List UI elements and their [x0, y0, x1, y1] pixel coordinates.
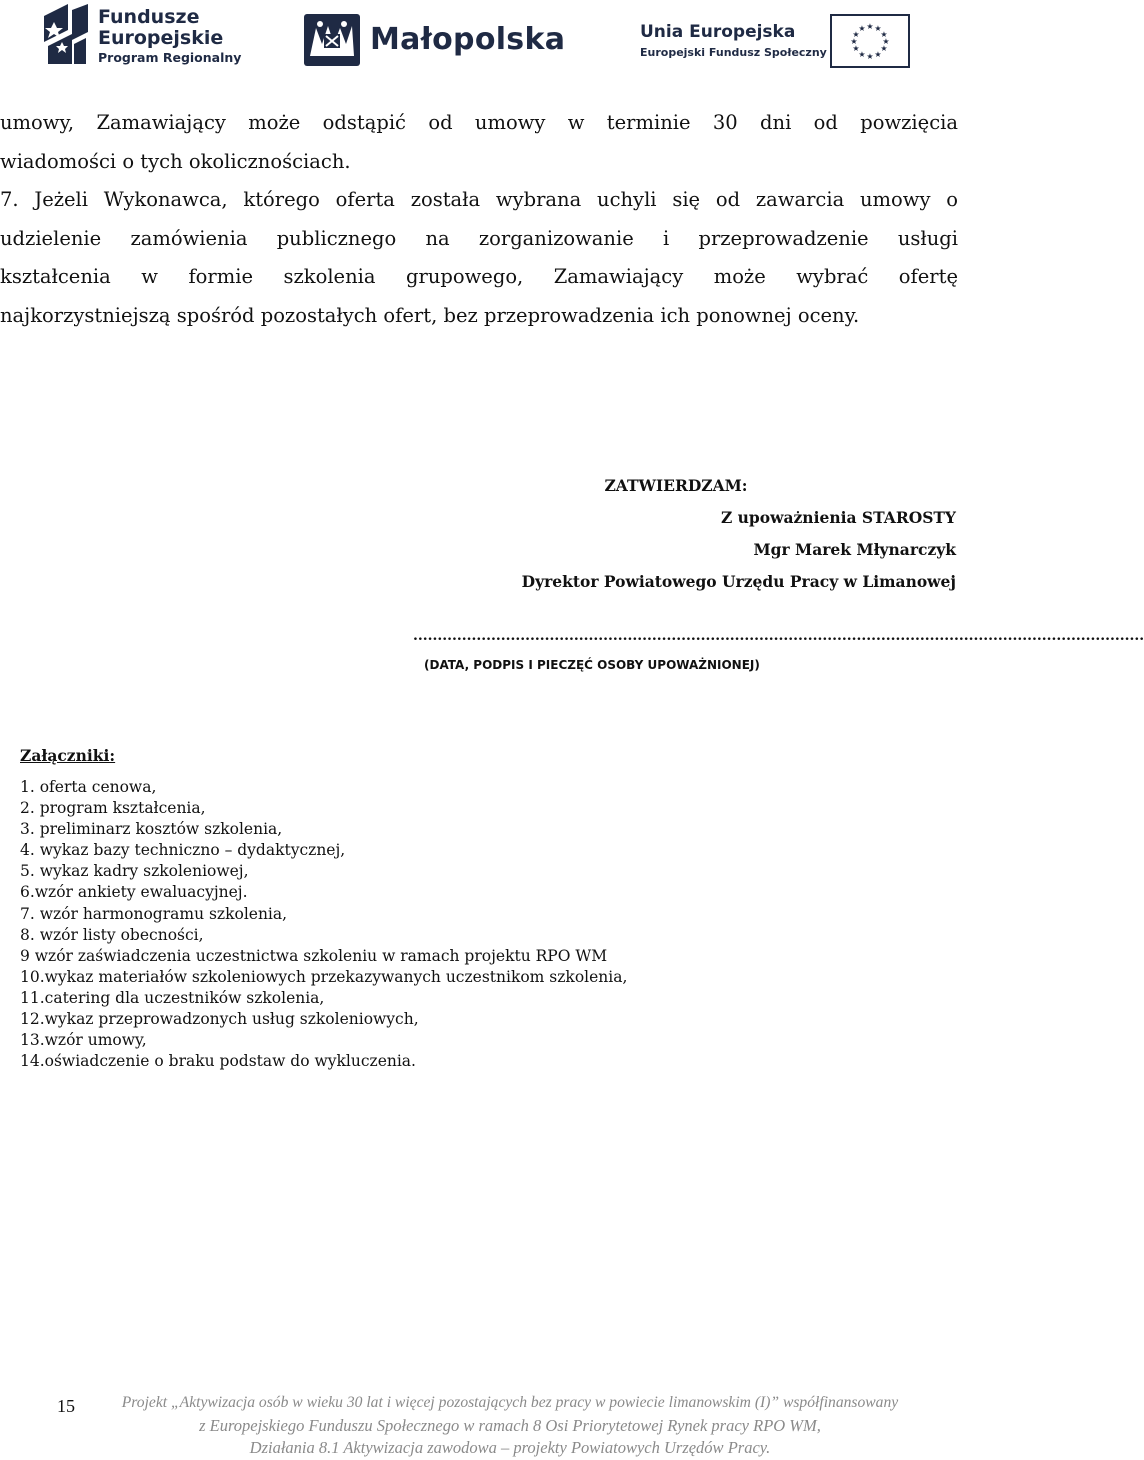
- paragraph-line: najkorzystniejszą spośród pozostałych ofert, bez przeprowadzenia ich ponownej oceny.: [0, 303, 860, 327]
- svg-text:★: ★: [850, 37, 858, 46]
- approval-name: Mgr Marek Młynarczyk: [753, 540, 956, 559]
- fe-logo-line3: Program Regionalny: [98, 50, 242, 65]
- fe-logo-line2: Europejskie: [98, 27, 224, 49]
- fundusze-europejskie-wordmark: [98, 8, 241, 65]
- attachment-item: 1. oferta cenowa,: [20, 778, 157, 796]
- footer-line3: Działania 8.1 Aktywizacja zawodowa – projekty Powiatowych Urzędów Pracy.: [249, 1438, 771, 1457]
- svg-text:★: ★: [880, 44, 888, 53]
- ue-logo-line1: Unia Europejska: [640, 22, 796, 42]
- paragraph-line: 7. Jeżeli Wykonawca, którego oferta została wybrana uchyli się od zawarcia umowy o: [0, 188, 958, 211]
- header-logos: [0, 0, 960, 80]
- svg-text:★: ★: [866, 52, 874, 61]
- malopolska-emblem-icon: [304, 14, 360, 66]
- eu-flag-icon: [830, 14, 910, 68]
- contract-paragraph: [0, 104, 958, 335]
- svg-text:★: ★: [858, 50, 866, 59]
- approval-block: [356, 472, 956, 592]
- attachment-item: 14.oświadczenie o braku podstaw do wykluczenia.: [20, 1052, 416, 1071]
- svg-text:★: ★: [866, 22, 874, 31]
- paragraph-line: kształcenia w formie szkolenia grupowego, Zamawiający może wybrać ofertę: [0, 265, 958, 288]
- paragraph-line: umowy, Zamawiający może odstąpić od umowy w terminie 30 dni od powzięcia: [0, 111, 958, 134]
- paragraph-line: wiadomości o tych okolicznościach.: [0, 149, 351, 173]
- attachment-item: 8. wzór listy obecności,: [20, 925, 204, 944]
- signature-caption: (DATA, PODPIS I PIECZĘĆ OSOBY UPOWAŻNIONEJ): [424, 658, 760, 672]
- fundusze-europejskie-emblem-icon: [44, 2, 88, 66]
- attachments-list: [20, 777, 627, 1072]
- attachment-item: 3. preliminarz kosztów szkolenia,: [20, 820, 283, 839]
- attachment-item: 11.catering dla uczestników szkolenia,: [20, 988, 325, 1007]
- paragraph-line: udzielenie zamówienia publicznego na zorganizowanie i przeprowadzenie usługi: [0, 226, 958, 250]
- attachment-item: 6.wzór ankiety ewaluacyjnej.: [20, 883, 248, 902]
- attachment-item: 10.wykaz materiałów szkoleniowych przekazywanych uczestnikom szkolenia,: [20, 967, 628, 986]
- footer-line1: Projekt „Aktywizacja osób w wieku 30 lat i więcej pozostających bez pracy w powiecie limanowskim (I)” współfinansowany: [121, 1394, 899, 1411]
- attachments-title: Załączniki:: [20, 746, 116, 765]
- ue-logo-line2: Europejski Fundusz Społeczny: [640, 46, 827, 59]
- svg-text:★: ★: [852, 30, 860, 39]
- svg-text:★: ★: [874, 50, 882, 59]
- attachment-item: 7. wzór harmonogramu szkolenia,: [20, 904, 288, 923]
- unia-europejska-wordmark: [640, 22, 827, 59]
- attachment-item: 9 wzór zaświadczenia uczestnictwa szkoleniu w ramach projektu RPO WM: [20, 946, 608, 965]
- signature-line: ......................................................................................................................................................: [413, 628, 1144, 644]
- approval-authority: Z upoważnienia STAROSTY: [720, 508, 956, 527]
- footer: [60, 1392, 960, 1460]
- svg-text:★: ★: [874, 24, 882, 33]
- footer-line2: z Europejskiego Funduszu Społecznego w ramach 8 Osi Priorytetowej Rynek pracy RPO WM,: [199, 1415, 821, 1435]
- malopolska-wordmark: Małopolska: [370, 22, 566, 57]
- attachment-item: 13.wzór umowy,: [20, 1031, 147, 1050]
- svg-text:★: ★: [858, 24, 866, 33]
- approval-heading: ZATWIERDZAM:: [604, 476, 748, 495]
- attachment-item: 5. wykaz kadry szkoleniowej,: [20, 862, 249, 881]
- page-number: 15: [57, 1396, 75, 1416]
- attachment-item: 4. wykaz bazy techniczno – dydaktycznej,: [20, 841, 346, 860]
- attachment-item: 12.wykaz przeprowadzonych usług szkoleniowych,: [20, 1010, 419, 1029]
- attachment-item: 2. program kształcenia,: [20, 799, 206, 818]
- svg-text:★: ★: [882, 37, 890, 46]
- fe-logo-line1: Fundusze: [98, 6, 200, 28]
- svg-text:★: ★: [880, 30, 888, 39]
- approval-position: Dyrektor Powiatowego Urzędu Pracy w Limanowej: [521, 572, 956, 591]
- svg-text:★: ★: [852, 44, 860, 53]
